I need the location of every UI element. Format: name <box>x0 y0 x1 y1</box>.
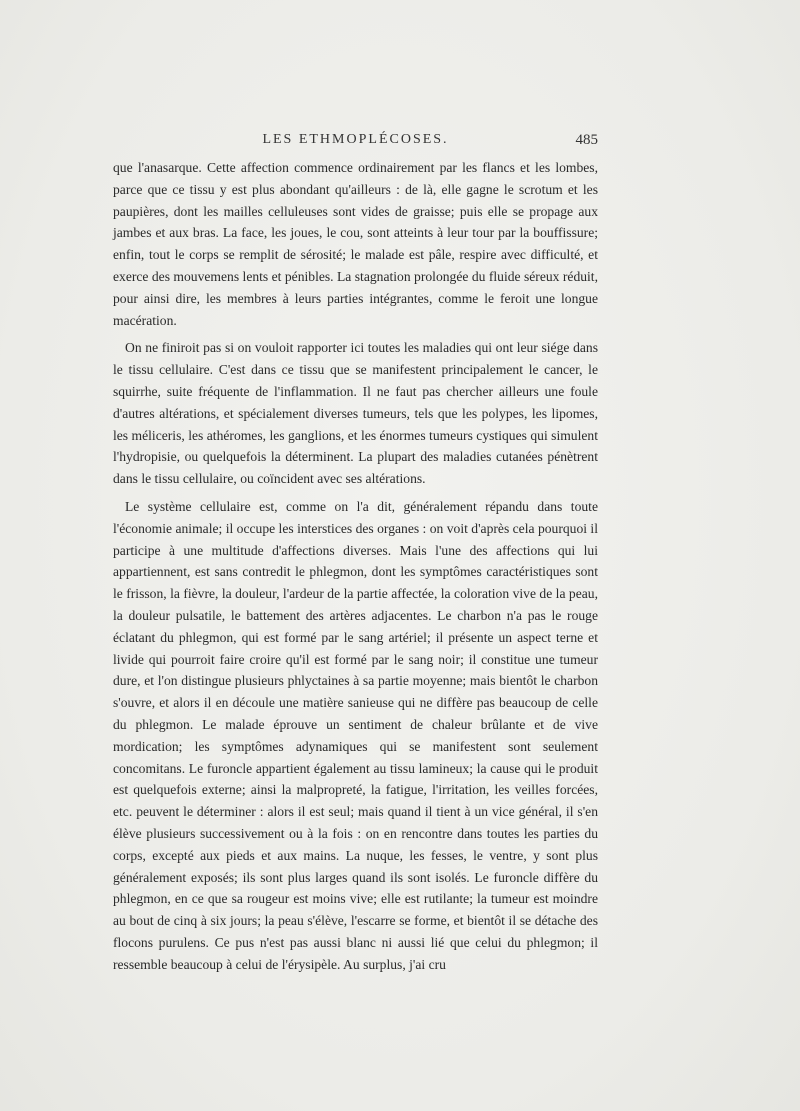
body-text <box>113 157 598 975</box>
page-number: 485 <box>575 132 598 148</box>
paragraph-tissu-cellulaire: On ne finiroit pas si on vouloit rapporter ici toutes les maladies qui ont leur siége dans le tissu cellulaire. C'est dans ce tissu que se manifestent principalement le cancer, le squirrhe, suite fréquente de l'inflammation. Il ne faut pas chercher ailleurs une foule d'autres altérations, et spécialement diverses tumeurs, tels que les polypes, les lipomes, les méliceris, les athéromes, les ganglions, et les énormes tumeurs cystiques qui simulent l'hydropisie, ou quelquefois la déterminent. La plupart des maladies cutanées pénètrent dans le tissu cellulaire, ou coïncident avec ses altérations. <box>113 340 598 487</box>
running-head: LES ETHMOPLÉCOSES. <box>262 132 449 147</box>
paragraph-anasarque: que l'anasarque. Cette affection commence ordinairement par les flancs et les lombes, parce que ce tissu y est plus abondant qu'ailleurs : de là, elle gagne le scrotum et les paupières, dont les mailles celluleuses sont vides de graisse; puis elle se propage aux jambes et aux bras. La face, les joues, le cou, sont atteints à leur tour par la bouffissure; enfin, tout le corps se remplit de sérosité; le malade est pâle, respire avec difficulté, et exerce des mouvemens lents et pénibles. La stagnation prolongée du fluide séreux réduit, pour ainsi dire, les membres à leurs parties intégrantes, comme le feroit une longue macération. <box>113 160 598 328</box>
page-header <box>113 132 598 154</box>
paragraph-systeme-cellulaire: Le système cellulaire est, comme on l'a dit, généralement répandu dans toute l'économie animale; il occupe les interstices des organes : on voit d'après cela pourquoi il participe à une multitude d'affections diverses. Mais l'une des affections qui lui appartiennent, est sans contredit le phlegmon, dont les symptômes caractéristiques sont le frisson, la fièvre, la douleur, l'ardeur de la partie affectée, la coloration vive de la peau, la douleur pulsatile, le battement des artères adjacentes. Le charbon n'a pas le rouge éclatant du phlegmon, qui est formé par le sang artériel; il présente un aspect terne et livide qui pourroit faire croire qu'il est formé par le sang noir; il constitue une tumeur dure, et l'on distingue plusieurs phlyctaines à sa partie moyenne; mais bientôt le charbon s'ouvre, et alors il en découle une matière sanieuse qui ne diffère pas beaucoup de celle du phlegmon. Le malade éprouve un sentiment de chaleur brûlante et de vive mordication; les symptômes adynamiques qui se manifestent sont seulement concomitans. Le furoncle appartient également au tissu lamineux; la cause qui le produit est quelquefois externe; ainsi la malpropreté, la fatigue, l'irritation, les veilles forcées, etc. peuvent le déterminer : alors il est seul; mais quand il tient à un vice général, il s'en élève plusieurs successivement ou à la fois : on en rencontre dans toutes les parties du corps, excepté aux pieds et aux mains. La nuque, les fesses, le ventre, y sont plus généralement exposés; ils sont plus larges quand ils sont isolés. Le furoncle diffère du phlegmon, en ce que sa rougeur est moins vive; elle est rutilante; la tumeur est moindre au bout de cinq à six jours; la peau s'élève, l'escarre se forme, et bientôt il se détache des flocons purulens. Ce pus n'est pas aussi blanc ni aussi lié que celui du phlegmon; il ressemble beaucoup à celui de l'érysipèle. Au surplus, j'ai cru <box>113 498 598 972</box>
